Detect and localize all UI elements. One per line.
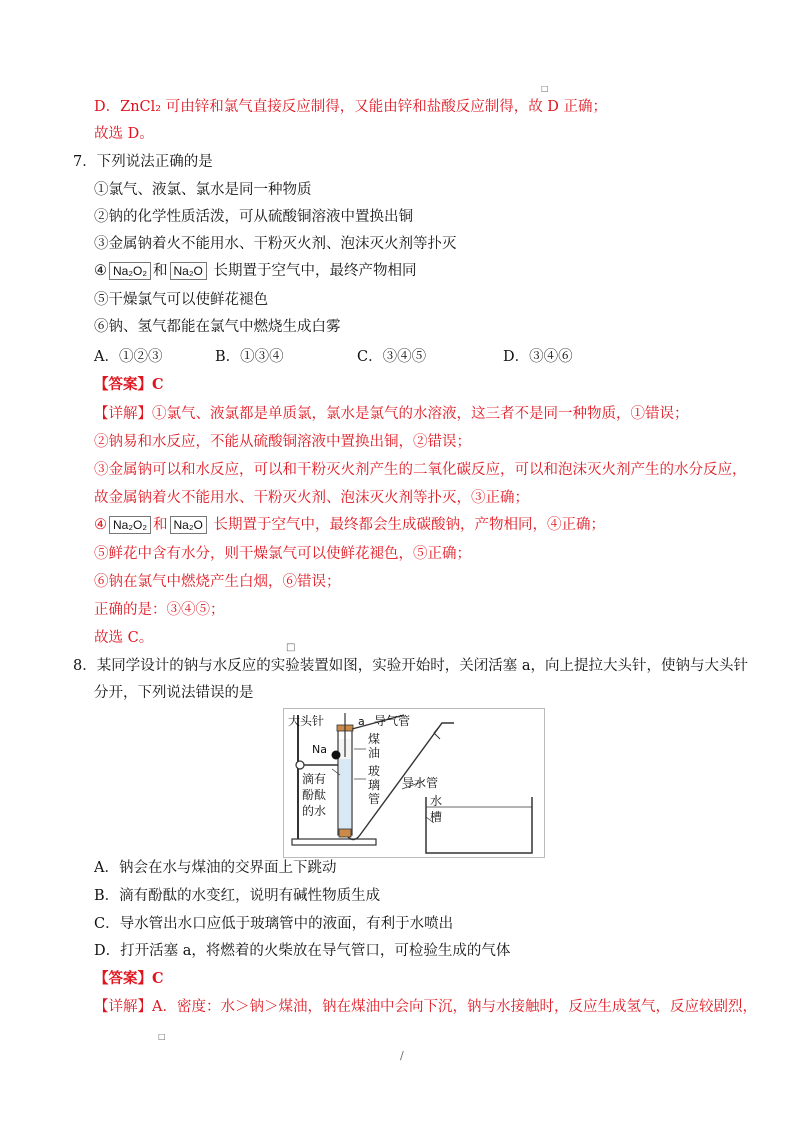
- q7-detail-2: ②钠易和水反应，不能从硫酸铜溶液中置换出铜，②错误；: [94, 434, 471, 450]
- q8-option-b: B．滴有酚酞的水变红，说明有碱性物质生成: [94, 888, 381, 904]
- q7-statement-6: ⑥钠、氢气都能在氯气中燃烧生成白雾: [94, 319, 341, 335]
- label-water-3: 的水: [302, 804, 327, 818]
- q8-option-d: D．打开活塞 a，将燃着的火柴放在导气管口，可检验生成的气体: [94, 943, 511, 959]
- q7-s4-rest: 长期置于空气中，最终产物相同: [213, 263, 417, 279]
- q7-option-a: A．①②③: [94, 349, 163, 365]
- label-water-tube: 导水管: [402, 776, 439, 790]
- q7-s4-and: 和: [153, 263, 168, 279]
- label-kerosene-2: 油: [368, 746, 381, 760]
- label-glass-2: 璃: [368, 778, 381, 792]
- corner-mark: □: [541, 84, 549, 93]
- q7-detail-6: ⑥钠在氯气中燃烧产生白烟，⑥错误；: [94, 574, 341, 590]
- q7-statement-3: ③金属钠着火不能用水、干粉灭火剂、泡沫灭火剂等扑灭: [94, 236, 457, 252]
- label-valve-a: a: [358, 715, 365, 728]
- label-pin: 大头针: [288, 714, 325, 728]
- q7-detail-3b: 故金属钠着火不能用水、干粉灭火剂、泡沫灭火剂等扑灭，③正确；: [94, 490, 529, 506]
- q8-option-c: C．导水管出水口应低于玻璃管中的液面，有利于水喷出: [94, 916, 454, 932]
- q7-statement-2: ②钠的化学性质活泼，可从硫酸铜溶液中置换出铜: [94, 209, 413, 225]
- label-tank-1: 水: [430, 794, 443, 808]
- q7-option-b: B．①③④: [215, 349, 284, 365]
- label-gas-tube: 导气管: [374, 714, 411, 728]
- label-glass-3: 管: [368, 792, 381, 806]
- q8-detail-1: 【详解】A．密度：水＞钠＞煤油，钠在煤油中会向下沉，钠与水接触时，反应生成氢气，反应较剧烈，: [94, 999, 757, 1015]
- formula-box-na2o2: Na₂O₂: [109, 516, 151, 534]
- q7-d4-and: 和: [153, 517, 168, 533]
- prev-choose: 故选 D。: [94, 126, 154, 142]
- formula-box-na2o: Na₂O: [170, 516, 207, 534]
- label-na: Na: [312, 743, 327, 756]
- formula-box-na2o2: Na₂O₂: [109, 262, 151, 280]
- label-water-2: 酚酞: [302, 788, 327, 802]
- label-glass-1: 玻: [368, 764, 381, 778]
- q7-s4-number: ④: [94, 263, 107, 279]
- apparatus-diagram: [284, 709, 544, 857]
- prev-option-d-explanation: D．ZnCl₂ 可由锌和氯气直接反应制得，又能由锌和盐酸反应制得，故 D 正确；: [94, 99, 608, 115]
- corner-mark: □: [286, 642, 296, 653]
- q7-d4-rest: 长期置于空气中，最终都会生成碳酸钠，产物相同，④正确；: [213, 517, 605, 533]
- q7-option-c: C．③④⑤: [357, 349, 427, 365]
- q7-detail-3: ③金属钠可以和水反应，可以和干粉灭火剂产生的二氧化碳反应，可以和泡沫灭火剂产生的水分反应，: [94, 462, 747, 478]
- corner-mark: □: [158, 1032, 166, 1041]
- q7-detail-1: 【详解】①氯气、液氯都是单质氯，氯水是氯气的水溶液，这三者不是同一种物质，①错误；: [94, 406, 689, 422]
- label-kerosene-1: 煤: [368, 732, 381, 746]
- q7-correct-set: 正确的是：③④⑤；: [94, 602, 225, 618]
- q8-stem-line-1: 8．某同学设计的钠与水反应的实验装置如图，实验开始时，关闭活塞 a，向上提拉大头针，使钠与大头针: [73, 658, 748, 674]
- label-water-1: 滴有: [302, 772, 327, 786]
- q7-answer: 【答案】C: [94, 376, 164, 393]
- q8-stem-line-2: 分开，下列说法错误的是: [94, 685, 254, 701]
- q7-option-d: D．③④⑥: [503, 349, 573, 365]
- q7-statement-1: ①氯气、液氯、氯水是同一种物质: [94, 182, 312, 198]
- label-tank-2: 槽: [430, 810, 443, 824]
- q7-stem: 7．下列说法正确的是: [73, 154, 213, 170]
- q7-statement-5: ⑤干燥氯气可以使鲜花褪色: [94, 292, 268, 308]
- formula-box-na2o: Na₂O: [170, 262, 207, 280]
- page-number: /: [400, 1049, 404, 1062]
- q7-detail-5: ⑤鲜花中含有水分，则干燥氯气可以使鲜花褪色，⑤正确；: [94, 546, 471, 562]
- q7-detail-4: [94, 515, 605, 535]
- experiment-apparatus-figure: [283, 708, 545, 858]
- q8-option-a: A．钠会在水与煤油的交界面上下跳动: [94, 860, 337, 876]
- q8-answer: 【答案】C: [94, 970, 164, 987]
- q7-d4-number: ④: [94, 517, 107, 533]
- q7-choose: 故选 C。: [94, 630, 154, 646]
- q7-statement-4: [94, 261, 416, 281]
